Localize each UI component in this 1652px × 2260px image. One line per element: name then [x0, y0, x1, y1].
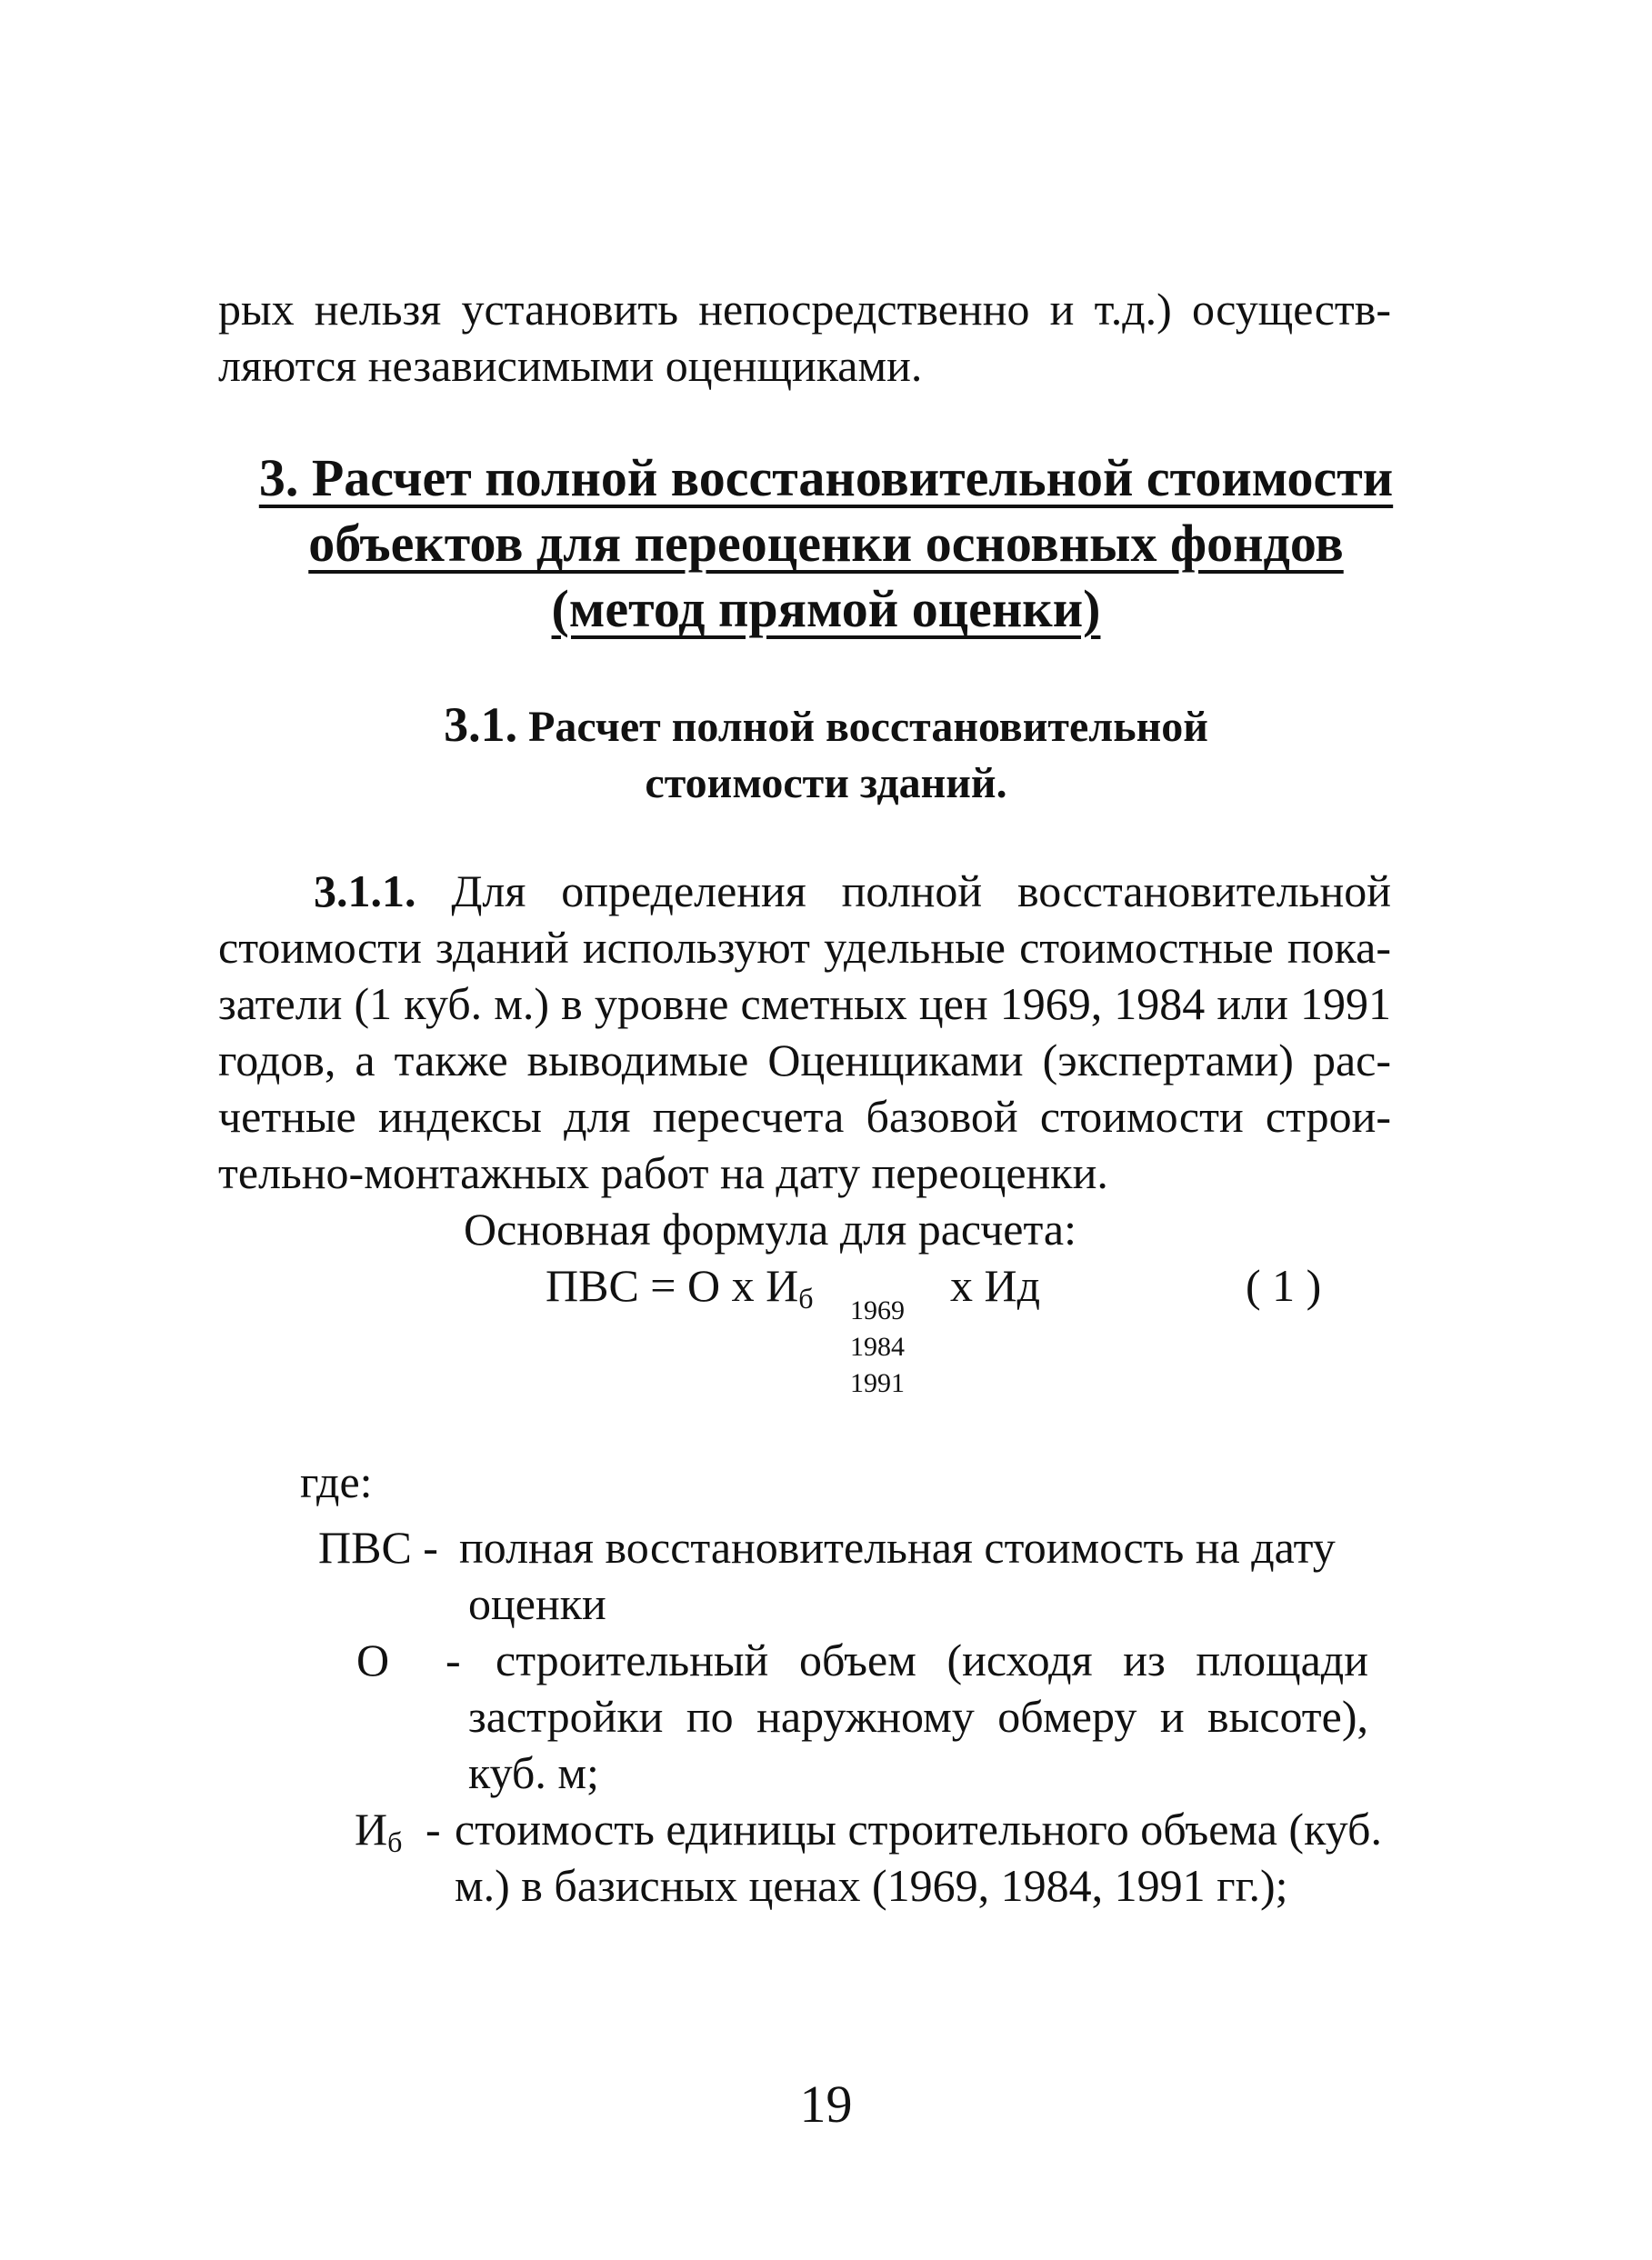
formula-right: х Ид [950, 1260, 1041, 1311]
def-o-line-3: куб. м; [468, 1747, 599, 1798]
def-ib-term [355, 1802, 402, 1869]
para-3-1-1-line-6: тельно-монтажных работ на дату переоценки. [218, 1147, 1108, 1198]
def-pvs-term: ПВС - [318, 1522, 438, 1573]
def-ib-term-text: И [355, 1804, 388, 1855]
para-3-1-1-line-2: стоимости зданий используют удельные стоимостные пока- [218, 922, 1391, 973]
formula-left [546, 1258, 814, 1325]
section-3-1-heading-line-1 [0, 695, 1652, 756]
def-ib-dash: - [426, 1804, 441, 1855]
def-o-line-2: застройки по наружному обмеру и высоте), [468, 1691, 1368, 1742]
formula-intro: Основная формула для расчета: [464, 1204, 1076, 1255]
def-ib-term-subscript: б [387, 1825, 403, 1858]
para-3-1-1-line-1 [314, 864, 1391, 918]
def-ib-line-2: м.) в базисных ценах (1969, 1984, 1991 гг.); [455, 1860, 1288, 1911]
formula-year-1969: 1969 [850, 1295, 905, 1325]
intro-line-2: ляются независимыми оценщиками. [218, 340, 923, 391]
def-pvs-line-1: полная восстановительная стоимость на дату [459, 1522, 1336, 1573]
para-3-1-1-line-1-text: Для определения полной восстановительной [451, 865, 1391, 916]
section-3-1-heading-line-2: стоимости зданий. [645, 759, 1007, 807]
para-3-1-1-line-3: затели (1 куб. м.) в уровне сметных цен 1969, 1984 или 1991 [218, 978, 1391, 1029]
page-number: 19 [799, 2075, 853, 2134]
formula-year-1991: 1991 [850, 1368, 905, 1398]
def-o-line-1: строительный объем (исходя из площади [496, 1635, 1368, 1685]
section-3-1-title: Расчет полной восстановительной [528, 703, 1208, 751]
section-3-heading-line-1: 3. Расчет полной восстановительной стоимости [258, 448, 1394, 507]
where-label: где: [300, 1456, 373, 1507]
formula-left-text: ПВС = О х И [546, 1260, 799, 1311]
para-3-1-1-line-4: годов, а также выводимые Оценщиками (экспертами) рас- [218, 1035, 1391, 1085]
intro-line-1: рых нельзя установить непосредственно и т.д.) осуществ- [218, 284, 1391, 335]
def-ib-line-1: стоимость единицы строительного объема (куб. [455, 1804, 1382, 1855]
formula-number: ( 1 ) [1246, 1260, 1322, 1311]
formula-left-subscript: б [798, 1282, 814, 1315]
def-o-dash: - [446, 1635, 461, 1685]
def-pvs-line-2: оценки [468, 1578, 606, 1629]
para-3-1-1-number: 3.1.1. [314, 865, 416, 916]
formula-year-1984: 1984 [850, 1332, 905, 1362]
para-3-1-1-line-5: четные индексы для пересчета базовой стоимости строи- [218, 1091, 1391, 1142]
def-o-term: О [356, 1635, 390, 1685]
section-3-heading-line-3: (метод прямой оценки) [551, 579, 1101, 638]
section-3-1-number: 3.1. [444, 697, 518, 752]
section-3-heading-line-2: объектов для переоценки основных фондов [308, 514, 1344, 573]
